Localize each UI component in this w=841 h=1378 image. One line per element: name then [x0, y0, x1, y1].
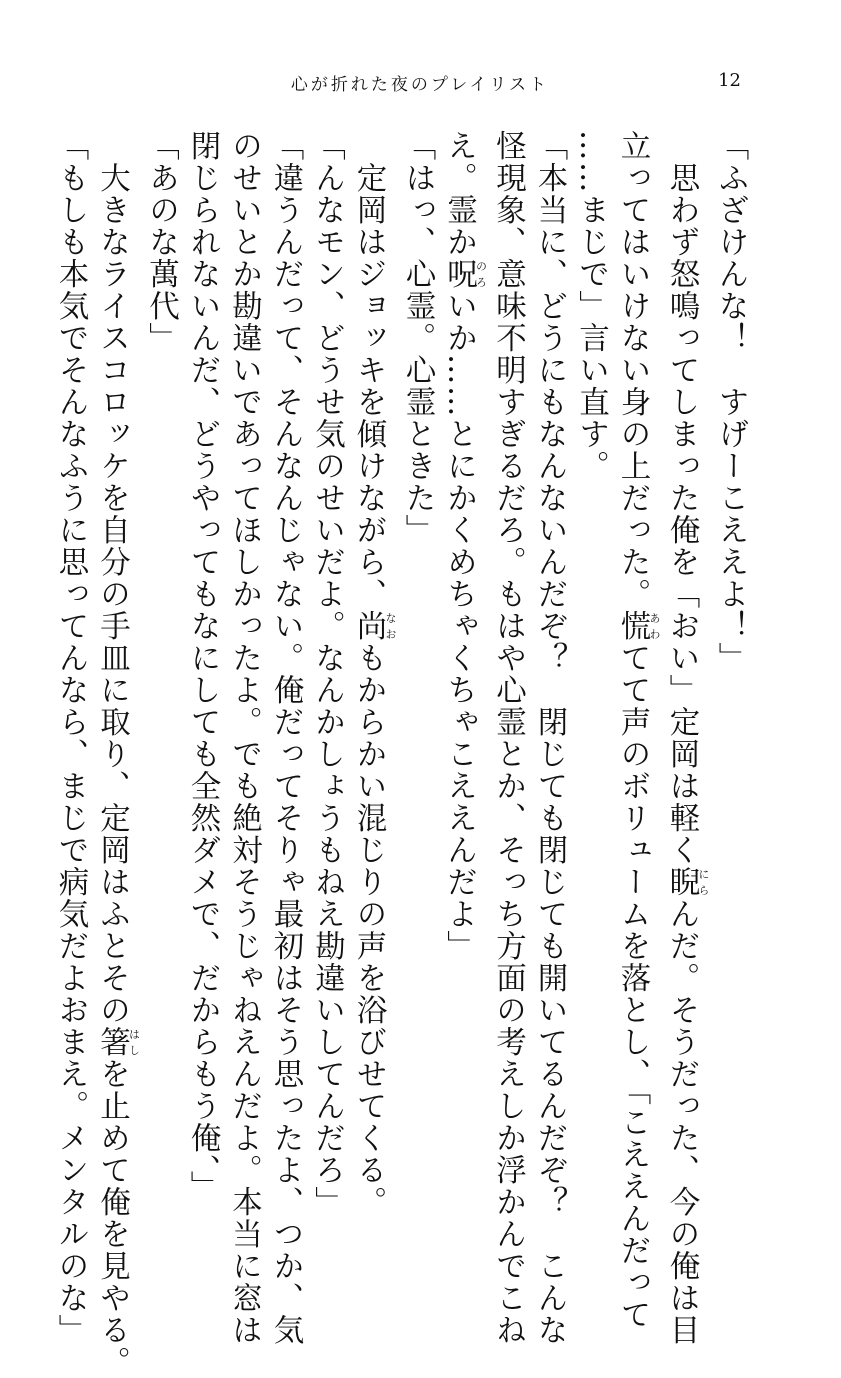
text-segment: 定岡はジョッキを傾けながら、 [351, 130, 386, 610]
running-header-title: 心が折れた夜のプレイリスト [290, 75, 550, 95]
text-line-3 [612, 130, 661, 1331]
text-line-1: 「ふざけんな！ すげーこええよ！」 [713, 130, 748, 674]
text-segment: え。霊か [441, 130, 477, 258]
text-segment: てて声のボリュームを落とし、「こええんだって [615, 642, 650, 1331]
text-segment: 思わず怒鳴ってしまった俺を「おい」定岡は軽く [664, 130, 699, 866]
text-segment: んだ。そうだった、今の俺は目 [664, 898, 699, 1346]
text-line-15 [91, 130, 141, 1378]
text-line-7 [438, 130, 487, 1140]
text-line-2 [661, 130, 710, 1346]
text-line-9 [348, 130, 397, 1218]
text-segment: 大きなライスコロッケを自分の手皿に取り、定岡はふとその [94, 130, 130, 1026]
text-line-6: 怪現象、意味不明すぎるだろ。もはや心霊とか、そっち方面の考えしか浮かんでこね [490, 130, 526, 1346]
text-line-5: 「本当に、どうにもなんないんだぞ？ 閉じても閉じても開いてるんだぞ？ こんな [532, 130, 567, 1346]
text-line-14: 「あのな萬代」 [143, 130, 179, 354]
novel-body-text [53, 130, 751, 1378]
text-segment: 立ってはいけない身の上だった。 [615, 130, 650, 610]
text-segment: もからかい混じりの声を浴びせてくる。 [351, 642, 386, 1218]
ruby-nira: 睨にら [664, 866, 710, 898]
text-segment: いか……とにかくめちゃくちゃこええんだよ」 [441, 290, 477, 962]
ruby-noro: 呪のろ [441, 258, 488, 290]
text-line-4: ……まじで」言い直す。 [573, 130, 609, 482]
text-line-11: 「違うんだって、そんなんじゃない。俺だってそりゃ最初はそう思ったよ、つか、気 [268, 130, 303, 1346]
ruby-nao: 尚なお [351, 610, 397, 642]
text-line-12: のせいとか勘違いであってほしかったよ。でも絶対そうじゃねえんだよ。本当に窓は [226, 130, 262, 1346]
text-segment: を止めて俺を見やる。 [94, 1058, 130, 1378]
page-number: 12 [718, 70, 741, 91]
ruby-hashi: 箸はし [94, 1026, 141, 1058]
text-line-8: 「はっ、心霊。心霊ときた」 [400, 130, 435, 546]
text-line-16: 「もしも本気でそんなふうに思ってんなら、まじで病気だよおまえ。メンタルのな」 [53, 130, 88, 1346]
text-line-10: 「んなモン、どうせ気のせいだよ。なんかしょうもねえ勘違いしてんだろ」 [309, 130, 345, 1218]
ruby-awa: 慌あわ [615, 610, 661, 642]
text-line-13: 閉じられないんだ、どうやってもなにしても全然ダメで、だからもう俺、」 [185, 130, 220, 1203]
